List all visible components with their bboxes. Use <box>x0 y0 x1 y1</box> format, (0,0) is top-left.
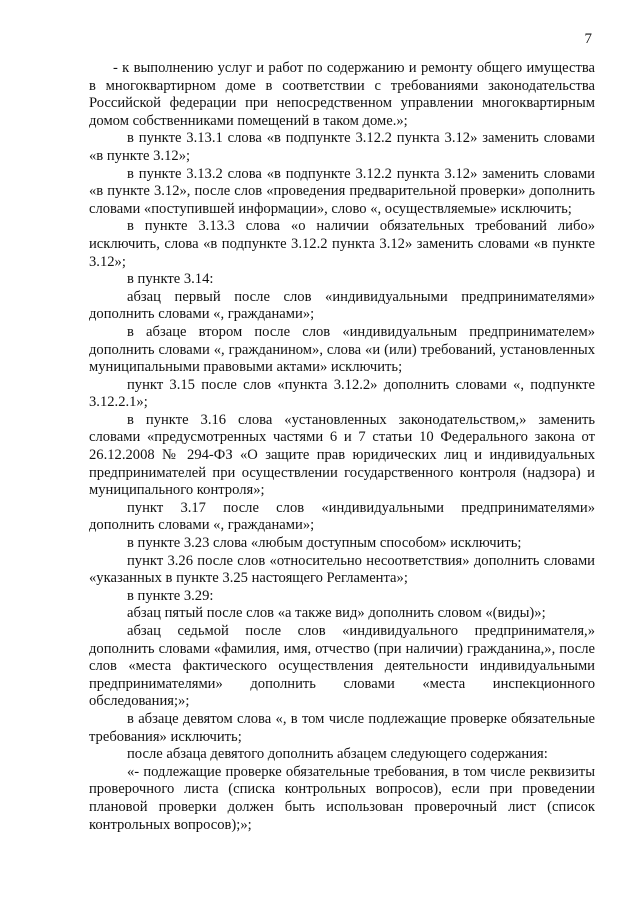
paragraph: в абзаце девятом слова «, в том числе подлежащие проверке обязательные требования» исключить; <box>89 710 595 745</box>
page-number: 7 <box>584 31 592 47</box>
paragraph: в пункте 3.13.3 слова «о наличии обязательных требований либо» исключить, слова «в подпункте 3.12.2 пункта 3.12» заменить словами «в пункте 3.12»; <box>89 218 595 270</box>
paragraph: в абзаце втором после слов «индивидуальным предпринимателем» дополнить словами «, гражданином», слова «и (или) требований, установленных муниципальными правовыми актами» исключить; <box>89 323 595 376</box>
paragraph: - к выполнению услуг и работ по содержанию и ремонту общего имущества в многоквартирном доме в соответствии с требованиями законодательства Российской федерации при непосредственном управлении многоквартирным домом собственниками помещений в таком доме.»; <box>89 60 595 129</box>
paragraph: в пункте 3.13.2 слова «в подпункте 3.12.2 пункта 3.12» заменить словами «в пункте 3.12», после слов «проведения предварительной проверки» дополнить словами «поступившей информации», слово «, осуществляемые» исключить; <box>89 165 595 217</box>
document-body <box>89 60 595 834</box>
paragraph: в пункте 3.13.1 слова «в подпункте 3.12.2 пункта 3.12» заменить словами «в пункте 3.12»; <box>89 130 595 164</box>
paragraph: в пункте 3.14: <box>127 271 214 288</box>
paragraph: после абзаца девятого дополнить абзацем следующего содержания: <box>127 746 548 763</box>
paragraph: абзац седьмой после слов «индивидуального предпринимателя,» дополнить словами «фамилия, имя, отчество (при наличии) гражданина,», после слов «места фактического осуществления деятельности индивидуальными предпринимателями» дополнить словами «места инспекционного обследования;»; <box>89 623 595 710</box>
paragraph: «- подлежащие проверке обязательные требования, в том числе реквизиты проверочного листа (списка контрольных вопросов), если при проведении плановой проверки должен быть использован проверочный лист (список контрольных вопросов);»; <box>89 763 595 833</box>
paragraph: в пункте 3.23 слова «любым доступным способом» исключить; <box>127 535 522 552</box>
paragraph: абзац пятый после слов «а также вид» дополнить словом «(виды)»; <box>127 605 546 622</box>
paragraph: пункт 3.15 после слов «пункта 3.12.2» дополнить словами «, подпункте 3.12.2.1»; <box>89 376 595 411</box>
paragraph: пункт 3.17 после слов «индивидуальными предпринимателями» дополнить словами «, гражданами»; <box>89 499 595 534</box>
paragraph: в пункте 3.16 слова «установленных законодательством,» заменить словами «предусмотренных частями 6 и 7 статьи 10 Федерального закона от 26.12.2008 № 294-ФЗ «О защите прав юридических лиц и индивидуальных предпринимателей при осуществлении государственного контроля (надзора) и муниципального контроля»; <box>89 411 595 499</box>
paragraph: пункт 3.26 после слов «относительно несоответствия» дополнить словами «указанных в пункте 3.25 настоящего Регламента»; <box>89 552 595 587</box>
paragraph: абзац первый после слов «индивидуальными предпринимателями» дополнить словами «, гражданами»; <box>89 288 595 323</box>
paragraph: в пункте 3.29: <box>127 587 214 604</box>
